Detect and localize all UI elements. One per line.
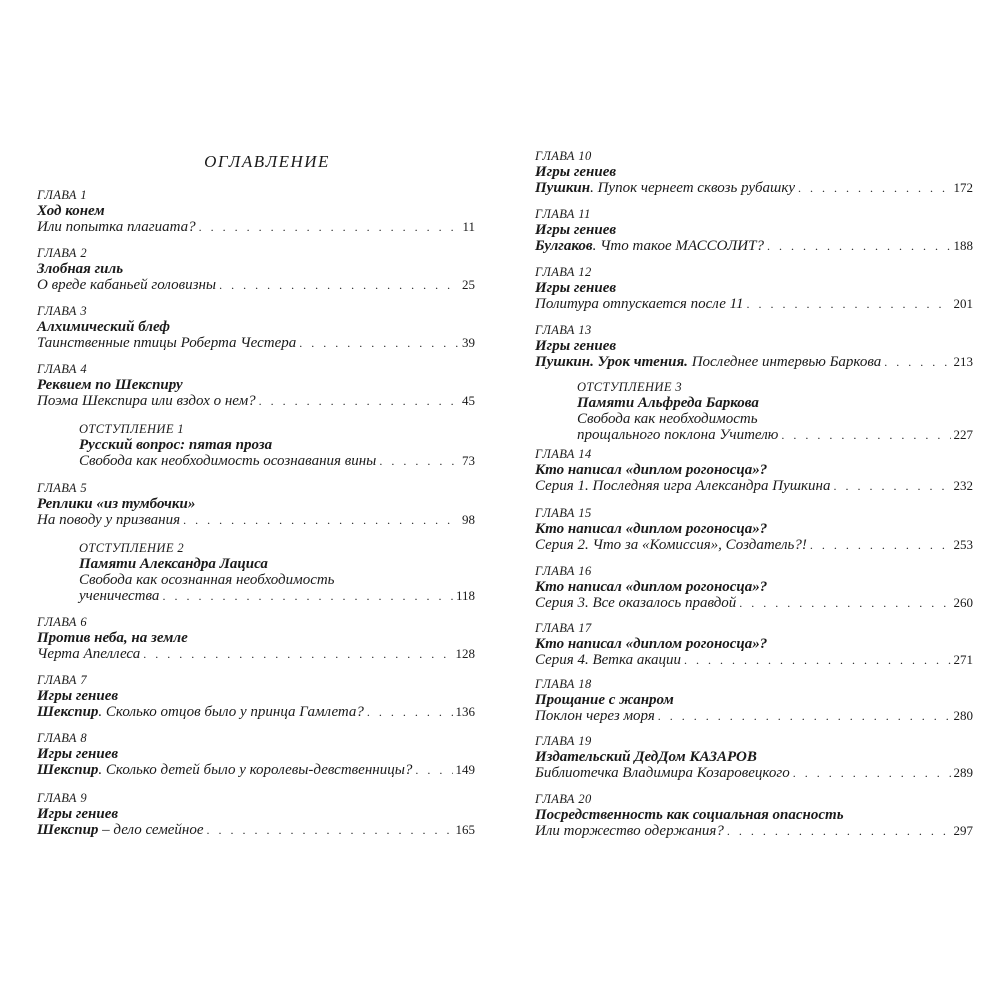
toc-entry[interactable]	[37, 672, 475, 720]
chapter-label: ГЛАВА 8	[37, 731, 88, 745]
page-number: 253	[953, 537, 973, 552]
chapter-title: Игры гениев	[535, 280, 617, 296]
subject-rest: Последнее интервью Баркова	[687, 354, 882, 370]
chapter-label: ГЛАВА 3	[37, 304, 88, 318]
dot-leader	[793, 765, 951, 781]
page-number: 11	[462, 219, 475, 234]
chapter-label: ГЛАВА 6	[37, 615, 88, 629]
chapter-subtitle	[535, 354, 881, 370]
chapter-label: ГЛАВА 15	[535, 506, 592, 520]
chapter-title: Игры гениев	[535, 222, 617, 238]
dot-leader	[143, 646, 452, 662]
chapter-subtitle: Или торжество одержания?	[535, 823, 724, 839]
subject-bold: Пушкин. Урок чтения.	[535, 354, 688, 370]
chapter-subtitle: На поводу у призвания	[37, 512, 181, 528]
dot-leader	[884, 354, 950, 370]
page-number: 260	[953, 595, 973, 610]
dot-leader	[810, 537, 951, 553]
dot-leader	[207, 822, 453, 838]
chapter-title: Игры гениев	[37, 688, 119, 704]
subject-rest: . Сколько детей было у королевы-девственницы?	[98, 762, 413, 778]
page-number: 188	[953, 238, 973, 253]
dot-leader	[367, 704, 453, 720]
chapter-subtitle	[37, 704, 364, 720]
chapter-title: Ход конем	[37, 203, 105, 219]
toc-entry[interactable]	[535, 733, 973, 781]
page-title: ОГЛАВЛЕНИЕ	[204, 152, 330, 171]
toc-entry[interactable]	[535, 505, 973, 553]
chapter-title: Игры гениев	[37, 746, 119, 762]
dot-leader	[781, 427, 950, 443]
page-number: 271	[953, 652, 973, 667]
toc-line	[535, 595, 973, 611]
toc-line	[37, 822, 475, 838]
toc-digression-entry[interactable]	[577, 379, 973, 443]
chapter-label: ГЛАВА 4	[37, 362, 88, 376]
page-number: 25	[462, 277, 475, 292]
chapter-label: ГЛАВА 2	[37, 246, 88, 260]
toc-entry[interactable]	[37, 187, 475, 235]
page-number: 165	[455, 822, 475, 837]
chapter-title: Кто написал «диплом рогоносца»?	[535, 636, 768, 652]
page-number: 172	[953, 180, 973, 195]
toc-line	[79, 588, 475, 604]
subject-rest: . Что такое МАССОЛИТ?	[592, 238, 764, 254]
chapter-subtitle: Или попытка плагиата?	[37, 219, 196, 235]
page-number: 297	[953, 823, 973, 838]
toc-line	[535, 180, 973, 196]
toc-line	[37, 762, 475, 778]
page-number: 280	[953, 708, 973, 723]
toc-entry[interactable]	[535, 791, 973, 839]
chapter-subtitle	[37, 822, 204, 838]
digression-subtitle: Свобода как необходимость	[577, 411, 758, 427]
toc-line	[37, 335, 475, 351]
chapter-label: ГЛАВА 9	[37, 791, 88, 805]
toc-entry[interactable]	[37, 303, 475, 351]
toc-entry[interactable]	[535, 148, 973, 196]
toc-digression-entry[interactable]	[79, 421, 475, 469]
chapter-title: Кто написал «диплом рогоносца»?	[535, 462, 768, 478]
chapter-subtitle: Черта Апеллеса	[37, 646, 141, 662]
toc-line	[535, 652, 973, 668]
toc-entry[interactable]	[535, 264, 973, 312]
chapter-label: ГЛАВА 14	[535, 447, 592, 461]
page-number: 128	[455, 646, 475, 661]
subject-bold: Шекспир	[37, 704, 99, 720]
chapter-label: ГЛАВА 20	[535, 792, 592, 806]
dot-leader	[183, 512, 459, 528]
dot-leader	[379, 453, 459, 469]
toc-line	[535, 354, 973, 370]
digression-subtitle-cont: ученичества	[79, 588, 160, 604]
chapter-label: ГЛАВА 1	[37, 188, 88, 202]
toc-entry[interactable]	[535, 676, 973, 724]
dot-leader	[798, 180, 950, 196]
toc-entry[interactable]	[37, 614, 475, 662]
page-number: 201	[953, 296, 973, 311]
chapter-label: ГЛАВА 10	[535, 149, 592, 163]
toc-entry[interactable]	[535, 322, 973, 370]
chapter-subtitle: Серия 3. Все оказалось правдой	[535, 595, 737, 611]
toc-entry[interactable]	[535, 206, 973, 254]
chapter-title: Кто написал «диплом рогоносца»?	[535, 579, 768, 595]
toc-line	[535, 478, 973, 494]
toc-entry[interactable]	[535, 563, 973, 611]
toc-entry[interactable]	[37, 730, 475, 778]
dot-leader	[747, 296, 951, 312]
dot-leader	[658, 708, 951, 724]
chapter-label: ГЛАВА 5	[37, 481, 88, 495]
chapter-title: Алхимический блеф	[37, 319, 171, 335]
chapter-subtitle	[535, 238, 764, 254]
chapter-label: ГЛАВА 18	[535, 677, 592, 691]
chapter-subtitle: Серия 1. Последняя игра Александра Пушкина	[535, 478, 831, 494]
toc-line	[37, 219, 475, 235]
chapter-subtitle	[37, 762, 412, 778]
digression-subtitle: Свобода как необходимость осознавания вины	[79, 453, 377, 469]
chapter-subtitle: Библиотечка Владимира Козаровецкого	[535, 765, 790, 781]
toc-digression-entry[interactable]	[79, 540, 475, 604]
subject-bold: Шекспир	[37, 762, 99, 778]
toc-line	[577, 427, 973, 443]
chapter-title: Злобная гиль	[37, 261, 124, 277]
chapter-label: ГЛАВА 17	[535, 621, 592, 635]
digression-subtitle-cont: прощального поклона Учителю	[577, 427, 779, 443]
subject-bold: Шекспир	[37, 822, 99, 838]
toc-entry[interactable]	[535, 620, 973, 668]
page-number: 149	[455, 762, 475, 777]
subject-rest: . Пупок чернеет сквозь рубашку	[590, 180, 796, 196]
chapter-title: Посредственность как социальная опасность	[535, 807, 844, 823]
toc-line	[535, 238, 973, 254]
digression-label: ОТСТУПЛЕНИЕ 3	[577, 380, 683, 394]
dot-leader	[219, 277, 459, 293]
toc-entry[interactable]	[37, 245, 475, 293]
page-number: 289	[953, 765, 973, 780]
toc-line	[37, 512, 475, 528]
page-number: 39	[462, 335, 475, 350]
subject-bold: Пушкин	[535, 180, 591, 196]
page-number: 136	[455, 704, 475, 719]
dot-leader	[415, 762, 452, 778]
chapter-label: ГЛАВА 12	[535, 265, 592, 279]
digression-title: Памяти Александра Лациса	[79, 556, 268, 572]
page-number: 232	[953, 478, 973, 493]
dot-leader	[739, 595, 950, 611]
toc-entry[interactable]	[37, 480, 475, 528]
dot-leader	[199, 219, 460, 235]
chapter-subtitle: Серия 4. Ветка акации	[535, 652, 681, 668]
toc-line	[535, 537, 973, 553]
subject-rest: – дело семейное	[98, 822, 204, 838]
chapter-title: Прощание с жанром	[535, 692, 674, 708]
toc-line	[37, 393, 475, 409]
chapter-subtitle: Поэма Шекспира или вздох о нем?	[37, 393, 256, 409]
chapter-subtitle	[535, 180, 795, 196]
chapter-label: ГЛАВА 7	[37, 673, 88, 687]
digression-label: ОТСТУПЛЕНИЕ 1	[79, 422, 185, 436]
subject-rest: . Сколько отцов было у принца Гамлета?	[98, 704, 364, 720]
toc-entry[interactable]	[535, 446, 973, 494]
toc-line	[37, 277, 475, 293]
dot-leader	[834, 478, 951, 494]
toc-line	[535, 823, 973, 839]
chapter-label: ГЛАВА 19	[535, 734, 592, 748]
chapter-subtitle: Политура отпускается после 11	[535, 296, 744, 312]
digression-label: ОТСТУПЛЕНИЕ 2	[79, 541, 185, 555]
dot-leader	[162, 588, 453, 604]
toc-line	[79, 453, 475, 469]
toc-line	[37, 646, 475, 662]
toc-line	[535, 765, 973, 781]
chapter-subtitle: Серия 2. Что за «Комиссия», Создатель?!	[535, 537, 807, 553]
toc-entry[interactable]	[37, 790, 475, 838]
page-number: 118	[455, 588, 475, 603]
chapter-title: Реплики «из тумбочки»	[37, 496, 196, 512]
chapter-subtitle: Поклон через моря	[535, 708, 655, 724]
toc-line	[535, 708, 973, 724]
dot-leader	[259, 393, 459, 409]
chapter-title: Издательский ДедДом КАЗАРОВ	[535, 749, 757, 765]
chapter-label: ГЛАВА 13	[535, 323, 592, 337]
page-number: 213	[953, 354, 973, 369]
chapter-subtitle: О вреде кабаньей головизны	[37, 277, 217, 293]
chapter-subtitle: Таинственные птицы Роберта Честера	[37, 335, 297, 351]
chapter-title: Реквием по Шекспиру	[37, 377, 183, 393]
chapter-label: ГЛАВА 16	[535, 564, 592, 578]
digression-title: Русский вопрос: пятая проза	[79, 437, 273, 453]
digression-subtitle: Свобода как осознанная необходимость	[79, 572, 335, 588]
chapter-title: Игры гениев	[535, 164, 617, 180]
digression-title: Памяти Альфреда Баркова	[577, 395, 759, 411]
chapter-label: ГЛАВА 11	[535, 207, 591, 221]
subject-bold: Булгаков	[535, 238, 593, 254]
dot-leader	[299, 335, 459, 351]
dot-leader	[727, 823, 951, 839]
page-number: 98	[462, 512, 475, 527]
toc-entry[interactable]	[37, 361, 475, 409]
toc-line	[37, 704, 475, 720]
page-number: 73	[462, 453, 475, 468]
page-number: 227	[953, 427, 973, 442]
toc-line	[535, 296, 973, 312]
dot-leader	[767, 238, 951, 254]
dot-leader	[684, 652, 951, 668]
page-number: 45	[462, 393, 475, 408]
chapter-title: Игры гениев	[37, 806, 119, 822]
chapter-title: Кто написал «диплом рогоносца»?	[535, 521, 768, 537]
chapter-title: Игры гениев	[535, 338, 617, 354]
chapter-title: Против неба, на земле	[37, 630, 188, 646]
